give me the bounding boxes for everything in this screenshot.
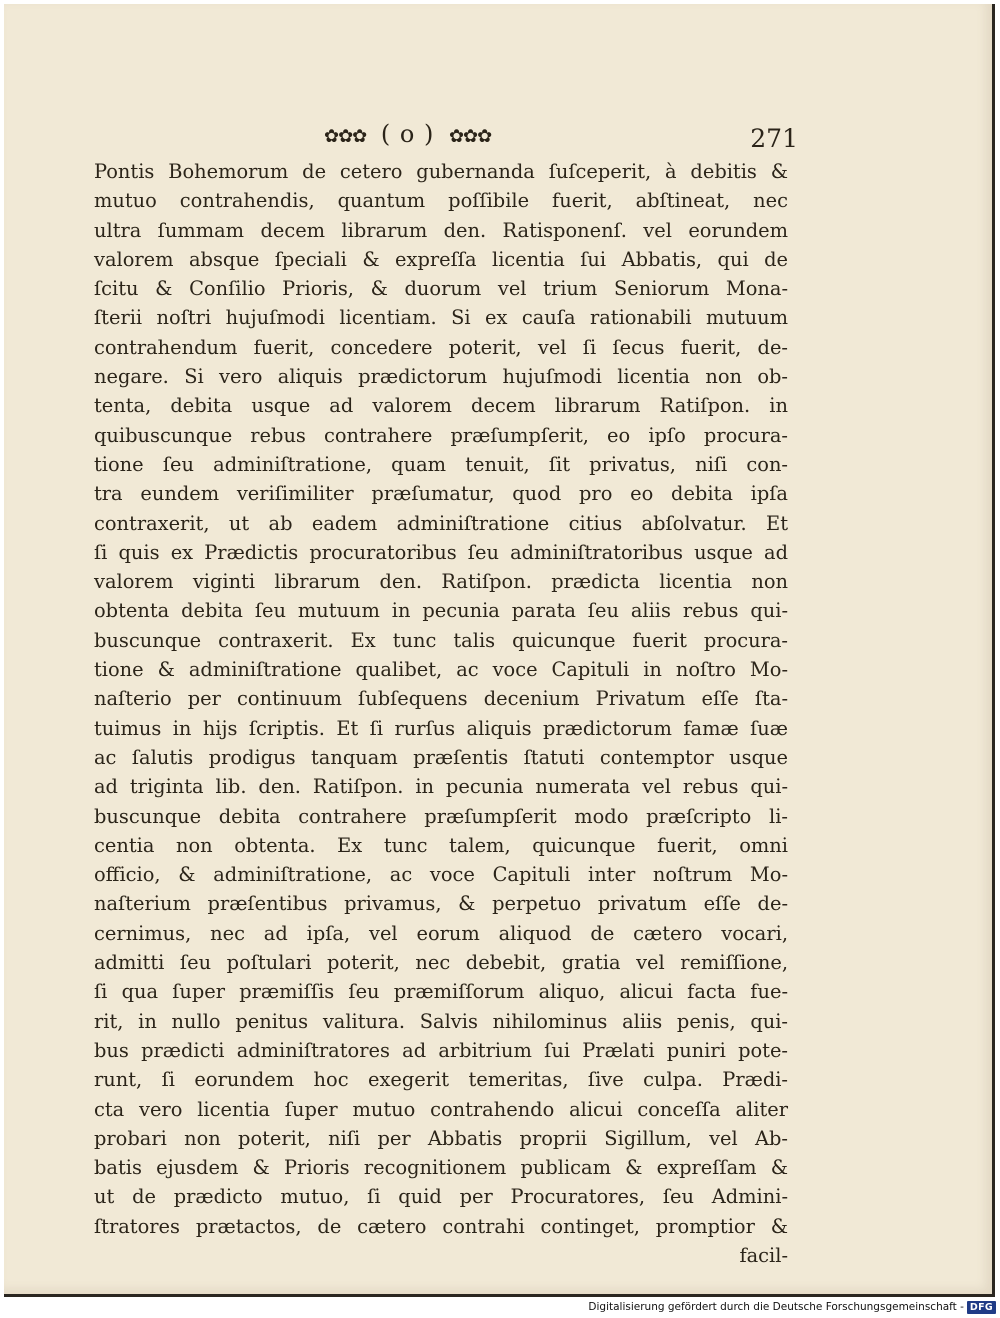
text-line: cta vero licentia ſuper mutuo contrahendo alicui conceſſa aliter: [94, 1097, 788, 1121]
ornament-center-mark: ( o ): [380, 120, 435, 148]
text-line: ac ſalutis prodigus tanquam præſentis ſtatuti contemptor usque: [94, 745, 788, 769]
text-line: obtenta debita ſeu mutuum in pecunia parata ſeu aliis rebus qui-: [94, 599, 788, 623]
text-line: ſcitu & Conſilio Prioris, & duorum vel trium Seniorum Mona-: [94, 277, 788, 301]
text-line: contraxerit, ut ab eadem adminiſtratione citius abſolvatur. Et: [94, 511, 788, 535]
text-line: batis ejusdem & Prioris recognitionem publicam & expreſſam &: [94, 1156, 788, 1180]
text-line: ut de prædicto mutuo, ſi quid per Procuratores, ſeu Admini-: [94, 1185, 788, 1209]
text-line: tenta, debita usque ad valorem decem librarum Ratiſpon. in: [94, 394, 788, 418]
text-line: facil-: [739, 1243, 788, 1267]
text-line: tione ſeu adminiſtratione, quam tenuit, ſit privatus, niſi con-: [94, 452, 788, 476]
text-line: runt, ſi eorundem hoc exegerit temeritas, ſive culpa. Prædi-: [94, 1068, 788, 1092]
text-line: negare. Si vero aliquis prædictorum hujuſmodi licentia non ob-: [94, 365, 788, 389]
credit-text: Digitalisierung gefördert durch die Deutsche Forschungsgemeinschaft -: [588, 1301, 964, 1313]
text-line: valorem viginti librarum den. Ratiſpon. prædicta licentia non: [94, 570, 788, 594]
ornament-left-flowers: ✿✿✿: [324, 126, 367, 147]
dfg-logo: DFG: [967, 1301, 996, 1314]
text-line: tra eundem veriſimiliter præſumatur, quod pro eo debita ipſa: [94, 482, 788, 506]
text-line: ſi quis ex Prædictis procuratoribus ſeu adminiſtratoribus usque ad: [94, 540, 788, 564]
text-line: probari non poterit, niſi per Abbatis proprii Sigillum, vel Ab-: [94, 1126, 788, 1150]
text-line: bus prædicti adminiſtratores ad arbitrium ſui Prælati puniri pote-: [94, 1038, 788, 1062]
digitization-credit: [588, 1299, 996, 1315]
text-line: tione & adminiſtratione qualibet, ac voce Capituli in noſtro Mo-: [94, 658, 788, 682]
text-line: cernimus, nec ad ipſa, vel eorum aliquod de cætero vocari,: [94, 921, 788, 945]
book-page: [4, 4, 995, 1297]
text-line: ad triginta lib. den. Ratiſpon. in pecunia numerata vel rebus qui-: [94, 775, 788, 799]
text-line: mutuo contrahendis, quantum poſſibile fuerit, abſtineat, nec: [94, 189, 788, 213]
text-line: rit, in nullo penitus valitura. Salvis nihilominus aliis penis, qui-: [94, 1009, 788, 1033]
text-line: officio, & adminiſtratione, ac voce Capituli inter noſtrum Mo-: [94, 863, 788, 887]
text-line: contrahendum fuerit, concedere poterit, vel ſi ſecus fuerit, de-: [94, 335, 788, 359]
text-line: admitti ſeu poſtulari poterit, nec debebit, gratia vel remiſſione,: [94, 951, 788, 975]
text-line: Pontis Bohemorum de cetero gubernanda ſuſceperit, à debitis &: [94, 160, 788, 183]
text-line: naſterio per continuum ſubſequens decenium Privatum eſſe ſta-: [94, 687, 788, 711]
text-line: quibuscunque rebus contrahere præſumpſerit, eo ipſo procura-: [94, 423, 788, 447]
ornament-right-flowers: ✿✿✿: [448, 126, 492, 147]
text-line: buscunque debita contrahere præſumpſerit modo præſcripto li-: [94, 804, 788, 828]
text-line: tuimus in hijs ſcriptis. Et ſi rurſus aliquis prædictorum famæ ſuæ: [94, 716, 788, 740]
text-line: ultra ſummam decem librarum den. Ratisponenſ. vel eorundem: [94, 218, 788, 242]
text-line: ſtratores prætactos, de cætero contrahi continget, promptior &: [94, 1214, 788, 1238]
text-line: valorem absque ſpeciali & expreſſa licentia ſui Abbatis, qui de: [94, 247, 788, 271]
page-number: 271: [750, 124, 798, 153]
header-ornament: [324, 120, 564, 152]
body-text: [94, 157, 788, 1270]
text-line: centia non obtenta. Ex tunc talem, quicunque fuerit, omni: [94, 833, 788, 857]
text-line: ſterii noſtri hujuſmodi licentiam. Si ex cauſa rationabili mutuum: [94, 306, 788, 330]
text-line: naſterium præſentibus privamus, & perpetuo privatum eſſe de-: [94, 892, 788, 916]
text-line: ſi qua ſuper præmiſſis ſeu præmiſſorum aliquo, alicui facta fue-: [94, 980, 788, 1004]
text-line: buscunque contraxerit. Ex tunc talis quicunque fuerit procura-: [94, 628, 788, 652]
